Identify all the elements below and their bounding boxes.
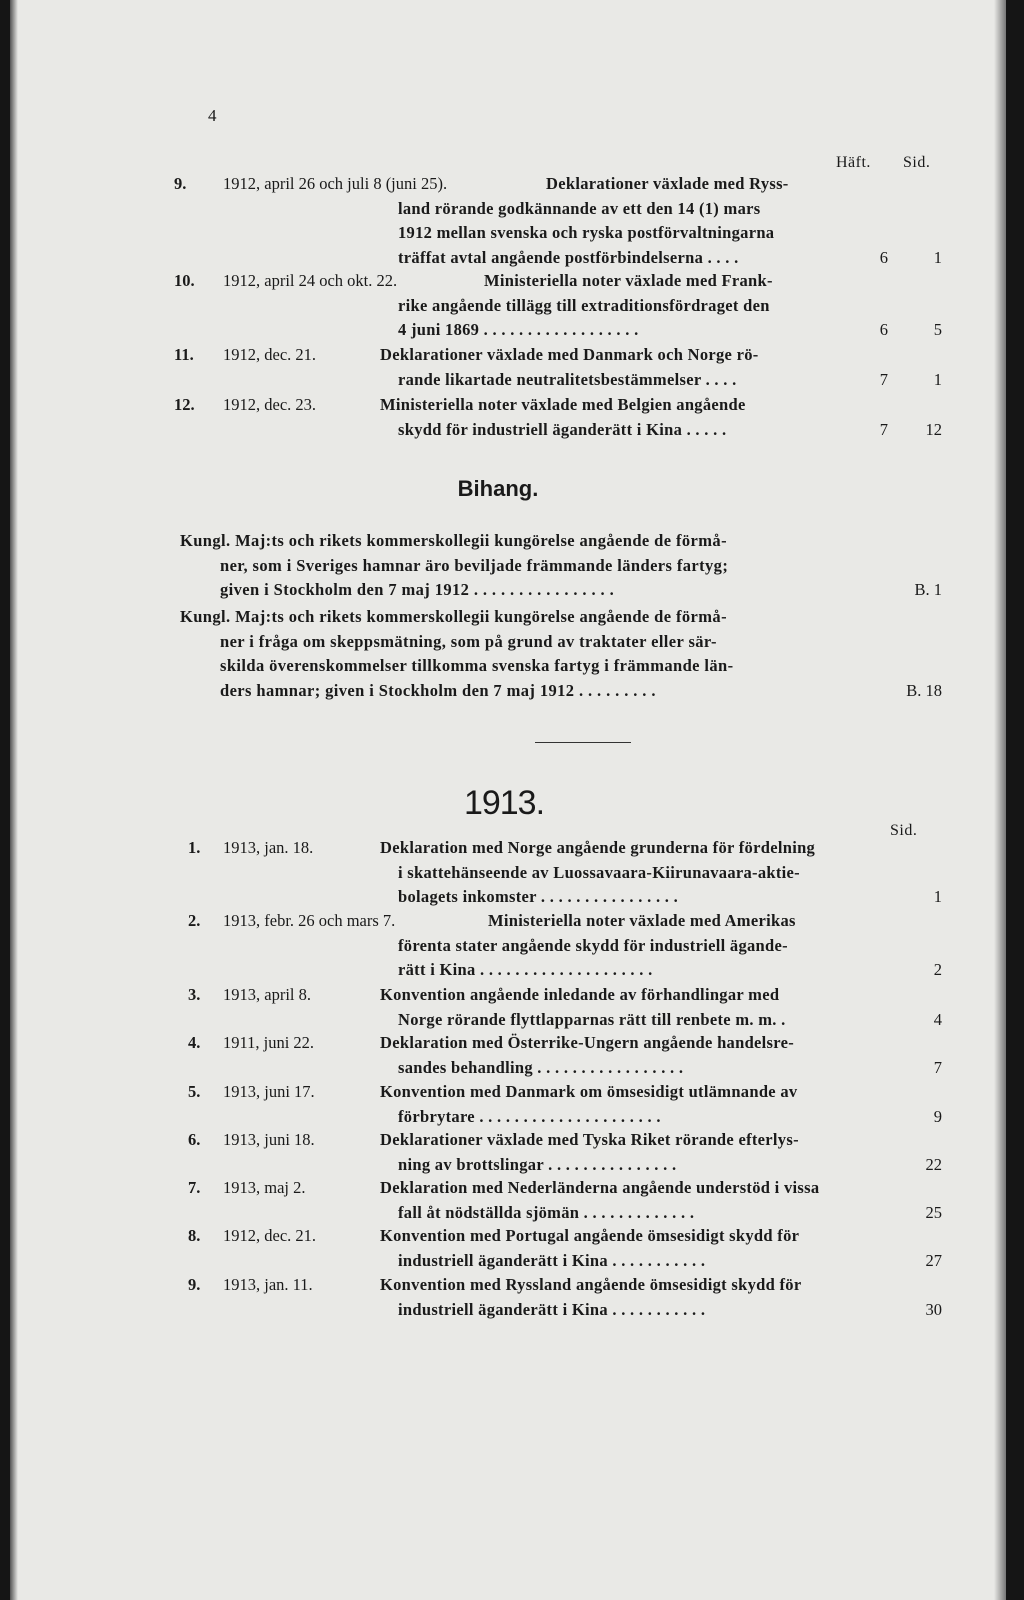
entry-number: 6. <box>188 1130 201 1149</box>
entry-text-line: Konvention angående inledande av förhandlingar med <box>380 985 780 1004</box>
entry-text-line: träffat avtal angående postförbindelserna . . . . <box>398 247 739 267</box>
entry-text-line: Konvention med Ryssland angående ömsesidigt skydd för <box>380 1275 802 1294</box>
sid-value: 2 <box>933 960 942 979</box>
entry-date: 1913, juni 18. <box>223 1130 315 1149</box>
haft-column-header: Häft. <box>836 154 871 171</box>
sid-value: 25 <box>925 1202 942 1222</box>
entry-text-line: skydd för industriell äganderätt i Kina . . . . . <box>398 419 727 439</box>
sid-value: 1 <box>933 887 942 906</box>
sid-value: 4 <box>933 1009 942 1029</box>
sid-value: 27 <box>925 1250 942 1270</box>
entry-text-line: Deklarationer växlade med Ryss- <box>546 174 789 193</box>
entry-text-line: Deklaration med Norge angående grunderna för fördelning <box>380 838 816 857</box>
entry-number: 2. <box>188 911 201 930</box>
haft-value: 6 <box>879 320 888 339</box>
entry-number: 8. <box>188 1226 201 1245</box>
entry-text-line: förbrytare . . . . . . . . . . . . . . . . . . . . . <box>398 1106 661 1126</box>
entry-date: 1912, dec. 21. <box>223 1226 317 1245</box>
bihang-text-line: skilda överenskommelser tillkomma svenska fartyg i främmande län- <box>220 656 734 676</box>
sid-value: 9 <box>933 1106 942 1126</box>
document-page <box>10 0 1006 1600</box>
haft-value: 7 <box>879 369 888 389</box>
entry-text-line: Deklaration med Nederländerna angående understöd i vissa <box>380 1178 820 1197</box>
bihang-text-line: Kungl. Maj:ts och rikets kommerskollegii kungörelse angående de förmå- <box>180 607 727 626</box>
entry-date: 1912, dec. 23. <box>223 395 317 414</box>
entry-date: 1912, april 24 och okt. 22. <box>223 271 398 290</box>
entry-date: 1911, juni 22. <box>223 1033 315 1052</box>
entry-date: 1913, jan. 18. <box>223 838 314 857</box>
haft-value: 7 <box>879 419 888 439</box>
entry-date: 1913, maj 2. <box>223 1178 306 1197</box>
entry-text-line: Ministeriella noter växlade med Frank- <box>484 271 773 290</box>
entry-number: 9. <box>174 174 187 193</box>
entry-number: 1. <box>188 838 201 857</box>
entry-number: 7. <box>188 1178 201 1197</box>
page-number: 4 <box>208 106 217 125</box>
sid-column-header-1913: Sid. <box>890 822 918 839</box>
bihang-text-line: Kungl. Maj:ts och rikets kommerskollegii kungörelse angående de förmå- <box>180 531 727 550</box>
entry-text-line: industriell äganderätt i Kina . . . . . . . . . . . <box>398 1250 706 1270</box>
entry-text-line: bolagets inkomster . . . . . . . . . . . . . . . . <box>398 887 679 906</box>
entry-date: 1913, jan. 11. <box>223 1275 313 1294</box>
entry-text-line: rätt i Kina . . . . . . . . . . . . . . . . . . . . <box>398 960 653 979</box>
entry-text-line: ning av brottslingar . . . . . . . . . . . . . . . <box>398 1154 677 1174</box>
entry-number: 12. <box>174 395 195 414</box>
sid-value: 12 <box>925 419 942 439</box>
entry-text-line: Ministeriella noter växlade med Amerikas <box>488 911 796 930</box>
entry-date: 1913, juni 17. <box>223 1082 315 1101</box>
entry-text-line: rande likartade neutralitetsbestämmelser . . . . <box>398 369 737 389</box>
entry-text-line: 1912 mellan svenska och ryska postförvaltningarna <box>398 223 775 242</box>
entry-number: 5. <box>188 1082 201 1101</box>
sid-value: 1 <box>933 247 942 267</box>
entry-text-line: industriell äganderätt i Kina . . . . . . . . . . . <box>398 1299 706 1319</box>
entry-text-line: land rörande godkännande av ett den 14 (1) mars <box>398 198 761 218</box>
entry-text-line: Norge rörande flyttlapparnas rätt till renbete m. m. . <box>398 1009 786 1029</box>
entry-text-line: Deklaration med Österrike-Ungern angående handelsre- <box>380 1033 795 1052</box>
bihang-reference: B. 18 <box>906 680 942 700</box>
entry-number: 11. <box>174 345 194 364</box>
sid-value: 30 <box>925 1299 942 1319</box>
entry-text-line: Konvention med Danmark om ömsesidigt utlämnande av <box>380 1082 798 1101</box>
sid-value: 22 <box>925 1154 942 1174</box>
bihang-title: Bihang. <box>457 476 539 501</box>
entry-number: 3. <box>188 985 201 1004</box>
entry-date: 1913, febr. 26 och mars 7. <box>223 911 396 930</box>
sid-value: 1 <box>933 369 942 389</box>
bihang-text-line: ner i fråga om skeppsmätning, som på grund av traktater eller sär- <box>220 631 717 651</box>
sid-column-header: Sid. <box>903 154 931 171</box>
entry-text-line: i skattehänseende av Luossavaara-Kiirunavaara-aktie- <box>398 862 800 882</box>
entry-text-line: 4 juni 1869 . . . . . . . . . . . . . . . . . . <box>398 320 639 339</box>
bihang-text-line: ner, som i Sveriges hamnar äro beviljade främmande länders fartyg; <box>220 555 729 575</box>
entry-text-line: rike angående tillägg till extraditionsfördraget den <box>398 295 770 315</box>
bihang-text-line: given i Stockholm den 7 maj 1912 . . . . . . . . . . . . . . . . <box>220 580 615 600</box>
bihang-reference: B. 1 <box>914 580 942 600</box>
bihang-text-line: ders hamnar; given i Stockholm den 7 maj 1912 . . . . . . . . . <box>220 680 656 700</box>
entry-text-line: sandes behandling . . . . . . . . . . . . . . . . . <box>398 1057 684 1077</box>
entry-text-line: fall åt nödställda sjömän . . . . . . . . . . . . . <box>398 1202 695 1222</box>
entry-text-line: Ministeriella noter växlade med Belgien angående <box>380 395 746 414</box>
entry-text-line: förenta stater angående skydd för industriell ägande- <box>398 935 788 955</box>
entry-date: 1912, april 26 och juli 8 (juni 25). <box>223 174 448 193</box>
section-divider <box>535 742 631 743</box>
sid-value: 7 <box>933 1057 942 1077</box>
sid-value: 5 <box>933 320 942 339</box>
entry-text-line: Konvention med Portugal angående ömsesidigt skydd för <box>380 1226 800 1245</box>
entry-number: 10. <box>174 271 195 290</box>
entry-number: 9. <box>188 1275 201 1294</box>
haft-value: 6 <box>879 247 888 267</box>
entry-text-line: Deklarationer växlade med Danmark och Norge rö- <box>380 345 759 364</box>
entry-text-line: Deklarationer växlade med Tyska Riket rörande efterlys- <box>380 1130 799 1149</box>
entry-date: 1912, dec. 21. <box>223 345 317 364</box>
year-1913-title: 1913. <box>463 784 545 822</box>
entry-number: 4. <box>188 1033 201 1052</box>
entry-date: 1913, april 8. <box>223 985 311 1004</box>
